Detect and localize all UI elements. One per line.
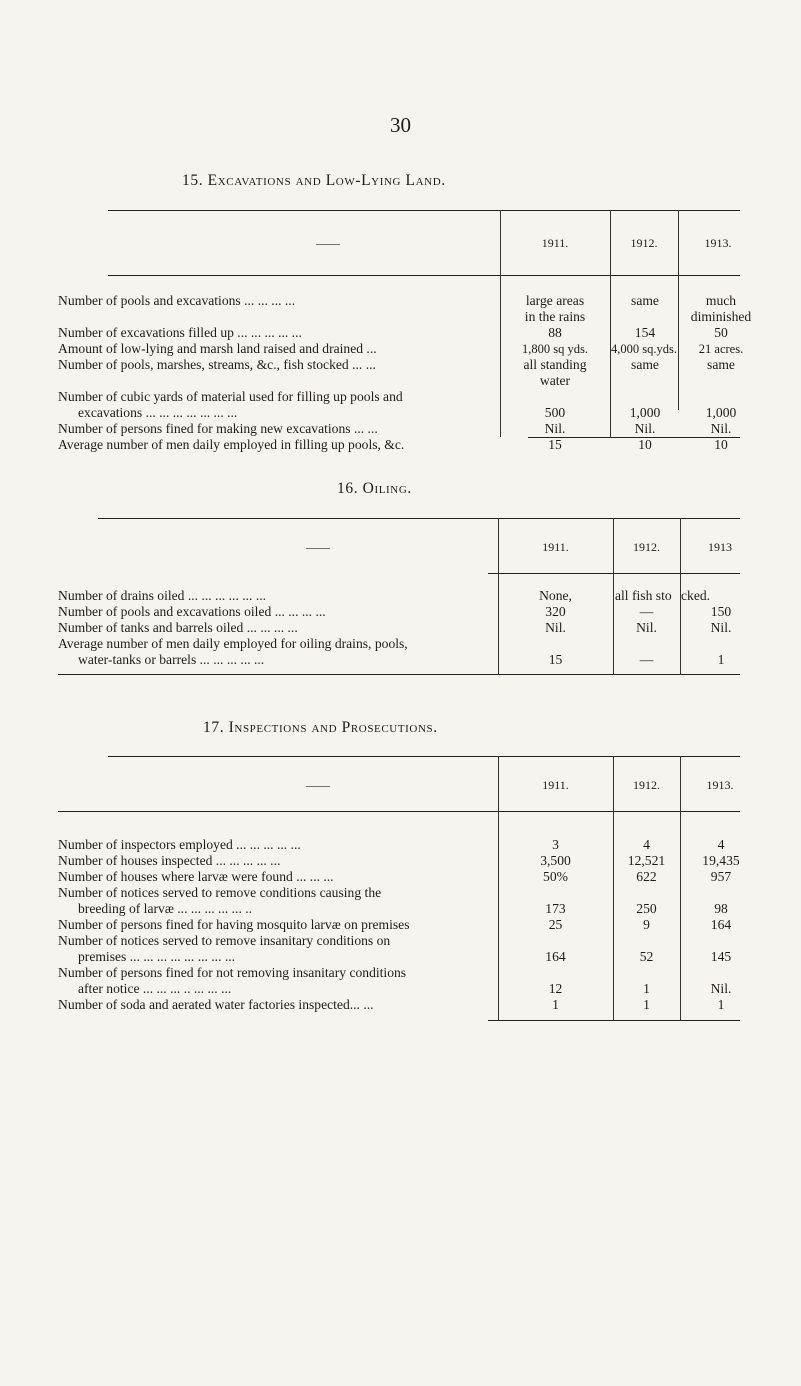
row-label: after notice ... ... ... .. ... ... ... [78, 981, 232, 996]
cell-1912: 9 [643, 917, 650, 932]
cell-1911: 88 [548, 325, 562, 340]
cell-1911: 173 [545, 901, 566, 916]
cell-1912: same [631, 293, 659, 308]
row-label: Number of notices served to remove insanitary conditions on [58, 933, 391, 948]
header-1913: 1913. [704, 236, 732, 250]
cell-1911: 1 [552, 997, 559, 1012]
cell-1911: None, [539, 588, 572, 603]
cell-1912: 1 [643, 997, 650, 1012]
cell-1911: 3,500 [540, 853, 571, 868]
row-label: water-tanks or barrels ... ... ... ... ... [78, 652, 265, 667]
row-label: Number of houses where larvæ were found ... ... ... [58, 869, 334, 884]
cell-1911: 25 [548, 917, 563, 932]
cell-1912: 1 [643, 981, 650, 996]
cell-1913: 1 [717, 652, 725, 667]
cell-1912: Nil. [634, 421, 656, 436]
cell-1911: large areas [525, 293, 585, 308]
cell-1912: 154 [634, 325, 656, 340]
cell-1911: all standing [523, 357, 587, 372]
cell-1913: 164 [710, 917, 732, 932]
cell-1913: diminished [690, 309, 752, 324]
cell-1911: 15 [548, 437, 562, 452]
cell-1912: all fish sto [615, 588, 672, 603]
cell-1913: much [705, 293, 737, 308]
row-label: Number of excavations filled up ... ... ... ... ... [58, 325, 302, 340]
cell-1913: same [707, 357, 735, 372]
cell-1912: 12,521 [627, 853, 666, 868]
header-1913: 1913. [706, 778, 734, 792]
row-label: breeding of larvæ ... ... ... ... ... .. [78, 901, 253, 916]
row-label: Number of pools, marshes, streams, &c., fish stocked ... ... [58, 357, 376, 372]
cell-1912: 1,000 [629, 405, 661, 420]
header-1911: 1911. [542, 540, 569, 554]
header-1911: 1911. [541, 236, 569, 250]
header-blank: —— [306, 540, 330, 554]
cell-1911: 320 [545, 604, 566, 619]
section-title-excavations: 15. Excavations and Low-Lying Land. [182, 172, 446, 189]
cell-1912: 10 [638, 437, 652, 452]
row-label: Number of drains oiled ... ... ... ... ... ... [58, 588, 267, 603]
header-blank: —— [306, 778, 330, 792]
cell-1913: 19,435 [702, 853, 740, 868]
row-label: Number of persons fined for not removing insanitary conditions [58, 965, 407, 980]
cell-1911: Nil. [544, 421, 566, 436]
cell-1912: — [639, 604, 654, 619]
cell-1912: 4,000 sq.yds. [611, 342, 677, 356]
cell-1913: 98 [714, 901, 728, 916]
header-blank: —— [316, 236, 340, 250]
row-label: excavations ... ... ... ... ... ... ... [78, 405, 238, 420]
cell-1912: — [639, 652, 654, 667]
cell-1913: 50 [714, 325, 728, 340]
header-1912: 1912. [633, 540, 660, 554]
row-label: Number of persons fined for having mosquito larvæ on premises [58, 917, 410, 932]
cell-1911: 15 [548, 652, 563, 667]
header-1913: 1913 [708, 540, 732, 554]
cell-1911: water [539, 373, 571, 388]
cell-1913: Nil. [710, 620, 732, 635]
cell-1911: 3 [552, 837, 559, 852]
row-label: Number of notices served to remove conditions causing the [58, 885, 382, 900]
cell-1913: 10 [714, 437, 728, 452]
cell-1913: 957 [710, 869, 732, 884]
cell-1913: 1 [717, 997, 725, 1012]
cell-1913: 21 acres. [698, 342, 744, 356]
cell-1911: in the rains [524, 309, 586, 324]
cell-1913: 1,000 [705, 405, 737, 420]
cell-1911: Nil. [545, 620, 566, 635]
row-label: Number of soda and aerated water factories inspected... ... [58, 997, 374, 1012]
header-1911: 1911. [542, 778, 569, 792]
row-label: Number of houses inspected ... ... ... ... ... [58, 853, 281, 868]
cell-1912: 250 [636, 901, 657, 916]
row-label: Number of pools and excavations ... ... ... ... [58, 293, 296, 308]
header-1912: 1912. [633, 778, 660, 792]
row-label: Number of pools and excavations oiled ... ... ... ... [58, 604, 326, 619]
row-label: Number of persons fined for making new excavations ... ... [58, 421, 378, 436]
cell-1912: 4 [643, 837, 650, 852]
cell-1911: 1,800 sq yds. [522, 342, 588, 356]
cell-1912: 622 [636, 869, 657, 884]
row-label: Number of tanks and barrels oiled ... ... ... ... [58, 620, 298, 635]
cell-1911: 50% [543, 869, 568, 884]
cell-1913: 145 [710, 949, 732, 964]
row-label: Amount of low-lying and marsh land raised and drained ... [58, 341, 377, 356]
section-title-oiling: 16. Oiling. [337, 480, 412, 497]
cell-1911: 500 [544, 405, 566, 420]
header-1912: 1912. [630, 236, 658, 250]
cell-1913: 150 [710, 604, 732, 619]
row-label: premises ... ... ... ... ... ... ... ... [78, 949, 236, 964]
cell-1913: Nil. [710, 981, 732, 996]
cell-1911: 164 [545, 949, 566, 964]
row-label: Number of cubic yards of material used for filling up pools and [58, 389, 403, 404]
cell-1912: Nil. [636, 620, 657, 635]
row-label: Average number of men daily employed for oiling drains, pools, [58, 636, 408, 651]
cell-1913: 4 [717, 837, 725, 852]
row-label: Number of inspectors employed ... ... ... ... ... [58, 837, 301, 852]
page-number: 30 [390, 113, 411, 137]
cell-1911: 12 [548, 981, 563, 996]
section-title-inspections: 17. Inspections and Prosecutions. [203, 719, 438, 736]
row-label: Average number of men daily employed in filling up pools, &c. [58, 437, 405, 452]
cell-1912: 52 [639, 949, 654, 964]
cell-1913: Nil. [710, 421, 732, 436]
cell-1913: cked. [681, 588, 711, 603]
cell-1912: same [631, 357, 659, 372]
